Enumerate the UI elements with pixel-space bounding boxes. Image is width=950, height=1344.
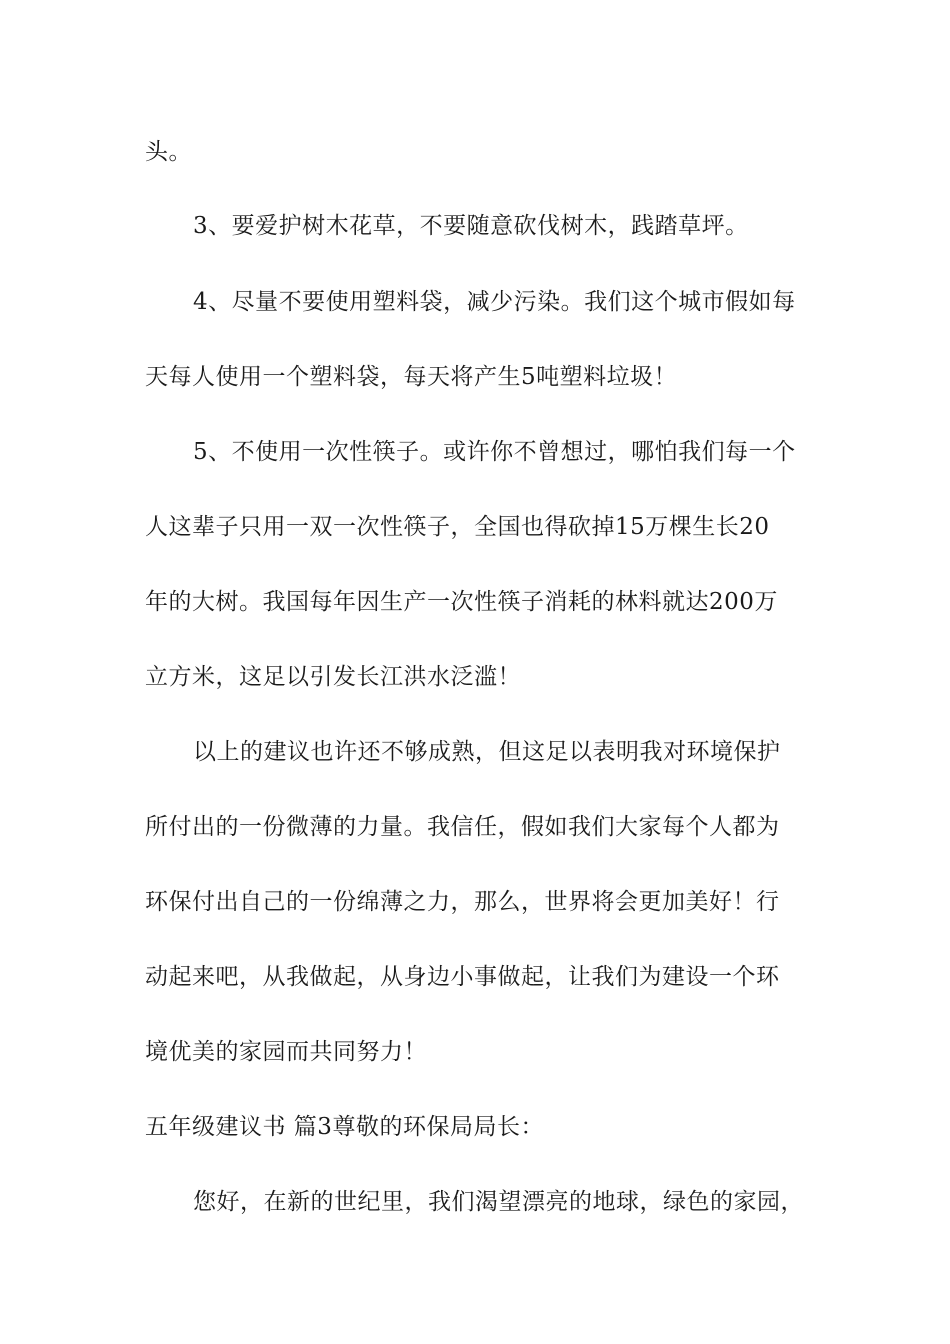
text-line: 环保付出自己的一份绵薄之力，那么，世界将会更加美好！行	[145, 889, 780, 915]
text-line: 立方米，这足以引发长江洪水泛滥！	[145, 664, 521, 690]
text-line: 所付出的一份微薄的力量。我信任，假如我们大家每个人都为	[145, 814, 780, 840]
text-line: 年的大树。我国每年因生产一次性筷子消耗的林料就达200万	[145, 589, 778, 615]
text-line: 境优美的家园而共同努力！	[145, 1039, 427, 1065]
text-line: 天每人使用一个塑料袋，每天将产生5吨塑料垃圾！	[145, 364, 678, 390]
text-line: 4、尽量不要使用塑料袋，减少污染。我们这个城市假如每	[193, 289, 796, 315]
text-line: 头。	[145, 139, 192, 165]
text-line: 5、不使用一次性筷子。或许你不曾想过，哪怕我们每一个	[193, 439, 796, 465]
section-heading: 五年级建议书 篇3尊敬的环保局局长：	[145, 1114, 544, 1140]
text-line: 以上的建议也许还不够成熟，但这足以表明我对环境保护	[193, 739, 781, 765]
text-line: 人这辈子只用一双一次性筷子，全国也得砍掉15万棵生长20	[145, 514, 770, 540]
text-line: 您好，在新的世纪里，我们渴望漂亮的地球，绿色的家园，	[193, 1189, 804, 1215]
text-line: 动起来吧，从我做起，从身边小事做起，让我们为建设一个环	[145, 964, 780, 990]
text-line: 3、要爱护树木花草，不要随意砍伐树木，践踏草坪。	[193, 213, 749, 239]
